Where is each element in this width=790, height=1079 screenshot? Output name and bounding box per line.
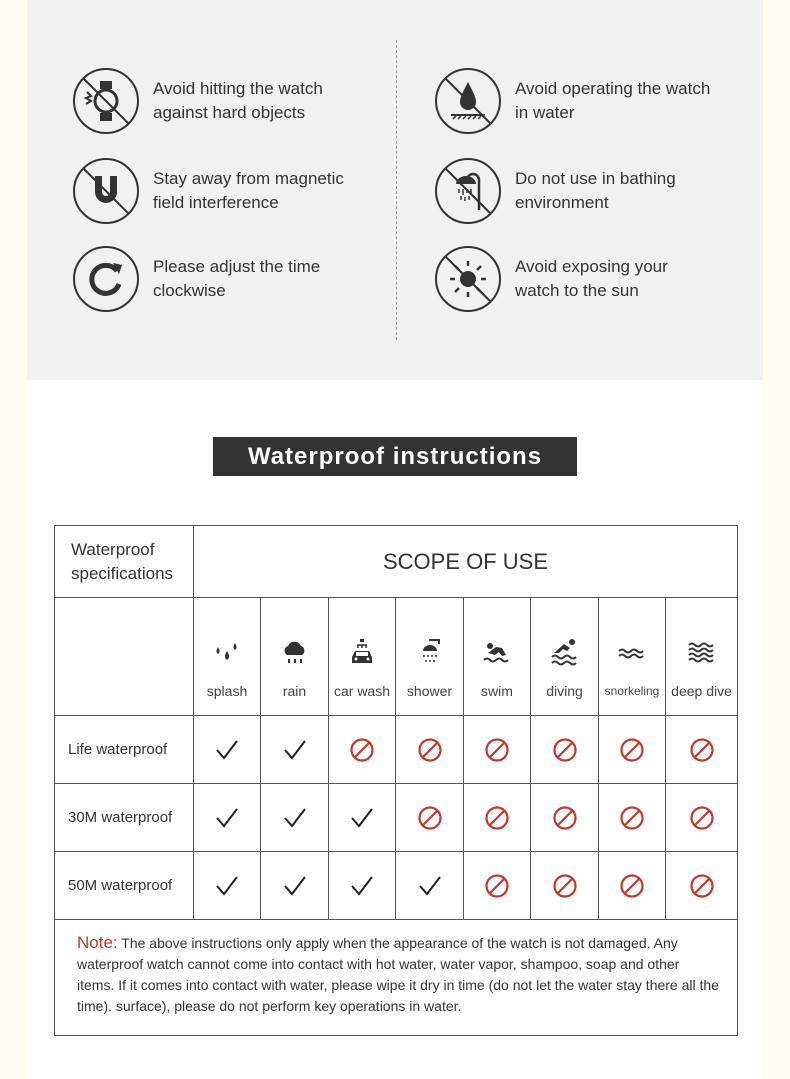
tip-text: Stay away from magnetic field interference bbox=[153, 169, 344, 212]
compat-cell bbox=[666, 716, 738, 784]
prohibited-icon bbox=[619, 737, 645, 763]
compat-cell bbox=[464, 716, 531, 784]
compat-cell bbox=[396, 716, 464, 784]
tip-item bbox=[73, 158, 344, 224]
prohibited-icon bbox=[619, 805, 645, 831]
watch-impact-icon bbox=[73, 68, 139, 134]
prohibited-icon bbox=[552, 873, 578, 899]
compat-cell bbox=[666, 852, 738, 920]
deep-dive-icon bbox=[687, 637, 717, 667]
shower-head-icon bbox=[415, 637, 445, 667]
row-label: 30M waterproof bbox=[55, 784, 194, 852]
prohibited-icon bbox=[417, 737, 443, 763]
check-icon bbox=[417, 873, 443, 899]
compat-cell bbox=[396, 784, 464, 852]
check-icon bbox=[349, 805, 375, 831]
check-icon bbox=[282, 805, 308, 831]
compat-cell bbox=[329, 716, 396, 784]
scenario-label: deep dive bbox=[671, 682, 732, 699]
scenario-snorkeling bbox=[599, 598, 666, 716]
rain-icon bbox=[280, 637, 310, 667]
scenario-shower bbox=[396, 598, 464, 716]
table-row bbox=[55, 784, 738, 852]
water-drop-icon bbox=[435, 68, 501, 134]
scenario-label: rain bbox=[282, 682, 307, 699]
scenario-diving bbox=[531, 598, 599, 716]
compat-cell bbox=[599, 784, 666, 852]
note-label: Note: bbox=[77, 933, 118, 952]
note-cell bbox=[55, 920, 738, 1036]
prohibited-icon bbox=[417, 805, 443, 831]
scenario-label: car wash bbox=[333, 682, 391, 699]
prohibited-icon bbox=[689, 737, 715, 763]
prohibited-icon bbox=[484, 805, 510, 831]
scenario-label: diving bbox=[546, 682, 583, 699]
prohibited-icon bbox=[619, 873, 645, 899]
prohibited-icon bbox=[349, 737, 375, 763]
tip-text: Avoid hitting the watch against hard objects bbox=[153, 79, 323, 122]
section-title: Waterproof instructions bbox=[213, 437, 577, 476]
check-icon bbox=[349, 873, 375, 899]
car-wash-icon bbox=[347, 637, 377, 667]
empty-cell bbox=[55, 598, 194, 716]
diving-icon bbox=[550, 637, 580, 667]
tip-text: Avoid exposing your watch to the sun bbox=[515, 257, 668, 300]
compat-cell bbox=[531, 716, 599, 784]
tip-item bbox=[435, 246, 668, 312]
check-icon bbox=[214, 873, 240, 899]
snorkeling-icon bbox=[617, 638, 647, 668]
scenario-deep-dive bbox=[666, 598, 738, 716]
prohibited-icon bbox=[484, 737, 510, 763]
compat-cell bbox=[261, 784, 329, 852]
swim-icon bbox=[482, 637, 512, 667]
compat-cell bbox=[666, 784, 738, 852]
compat-cell bbox=[464, 852, 531, 920]
check-icon bbox=[282, 737, 308, 763]
clockwise-icon bbox=[73, 246, 139, 312]
prohibited-icon bbox=[552, 737, 578, 763]
check-icon bbox=[214, 737, 240, 763]
compat-cell bbox=[531, 784, 599, 852]
shower-icon bbox=[435, 158, 501, 224]
compat-cell bbox=[261, 716, 329, 784]
compat-cell bbox=[194, 784, 261, 852]
tip-item bbox=[73, 68, 323, 134]
scenario-label: splash bbox=[206, 682, 248, 699]
prohibited-icon bbox=[552, 805, 578, 831]
scenario-label: swim bbox=[481, 682, 513, 699]
tip-item bbox=[435, 158, 676, 224]
table-row bbox=[55, 852, 738, 920]
row-label: Life waterproof bbox=[55, 716, 194, 784]
tip-item bbox=[73, 246, 320, 312]
check-icon bbox=[282, 873, 308, 899]
tip-text: Please adjust the time clockwise bbox=[153, 257, 321, 300]
compat-cell bbox=[599, 852, 666, 920]
magnet-icon bbox=[73, 158, 139, 224]
prohibited-icon bbox=[689, 873, 715, 899]
spec-header: Waterproof specifications bbox=[55, 526, 194, 598]
tip-text: Do not use in bathing environment bbox=[515, 169, 676, 212]
scenario-label: shower bbox=[406, 682, 453, 699]
tip-text: Avoid operating the watch in water bbox=[515, 79, 711, 122]
scenario-swim bbox=[464, 598, 531, 716]
check-icon bbox=[214, 805, 240, 831]
waterproof-table bbox=[54, 525, 738, 1036]
note-text: The above instructions only apply when the appearance of the watch is not damaged. Any waterproof watch cannot come into contact with hot water, water vapor, shampoo, soap and other items. If it comes into contact with water, please wipe it dry in time (do not let the water stay there all the time). surface), please do not perform key operations in water. bbox=[77, 935, 719, 1014]
splash-icon bbox=[212, 637, 242, 667]
scenario-splash bbox=[194, 598, 261, 716]
scope-header: SCOPE OF USE bbox=[194, 526, 738, 598]
compat-cell bbox=[329, 852, 396, 920]
compat-cell bbox=[396, 852, 464, 920]
tip-item bbox=[435, 68, 710, 134]
compat-cell bbox=[531, 852, 599, 920]
compat-cell bbox=[329, 784, 396, 852]
compat-cell bbox=[599, 716, 666, 784]
care-tips-section bbox=[27, 0, 763, 380]
compat-cell bbox=[194, 852, 261, 920]
page bbox=[27, 0, 763, 1079]
prohibited-icon bbox=[689, 805, 715, 831]
scenario-rain bbox=[261, 598, 329, 716]
compat-cell bbox=[194, 716, 261, 784]
compat-cell bbox=[261, 852, 329, 920]
tips-divider bbox=[396, 40, 397, 340]
scenario-car-wash bbox=[329, 598, 396, 716]
prohibited-icon bbox=[484, 873, 510, 899]
sun-icon bbox=[435, 246, 501, 312]
row-label: 50M waterproof bbox=[55, 852, 194, 920]
table-row bbox=[55, 716, 738, 784]
compat-cell bbox=[464, 784, 531, 852]
scenario-label: snorkeling bbox=[604, 683, 660, 698]
